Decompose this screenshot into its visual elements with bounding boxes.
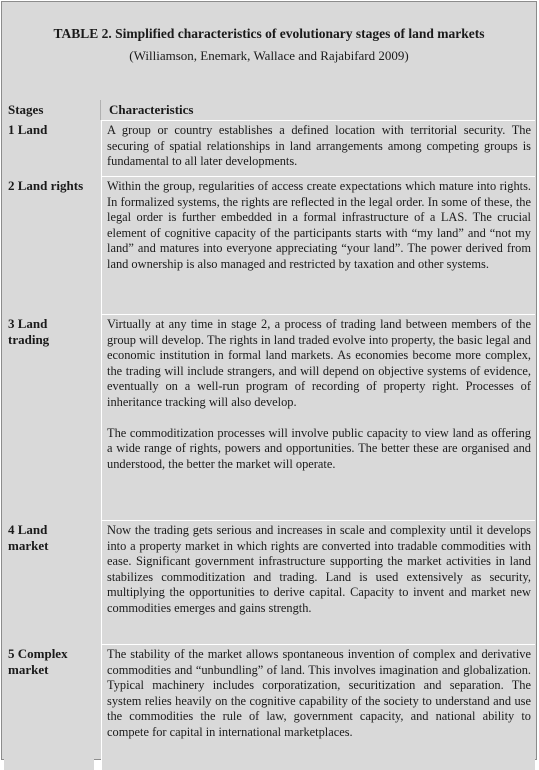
characteristics-cell [101,314,535,520]
table-row [4,120,535,176]
characteristics-cell [101,176,535,314]
document-page [1,1,537,760]
characteristics-text: Within the group, regularities of access create expectations which mature into rights. In formalized systems, the rights are reflected in the legal order. In some of these, the legal order is further embedded in a formal infrastructure of a LAS. The crucial element of cognitive capacity of the participants starts with “my land” and “not my land” and matures into everyone appreciating “your land”. The power derived from land ownership is also managed and restricted by taxation and other systems. [107,179,531,271]
table-row [4,520,535,644]
characteristics-text: Now the trading gets serious and increases in scale and complexity until it develops into a property market in which rights are converted into tradable commodities with ease. Significant government infrastructure supporting the market activities in land stabilizes commoditization and trading. Land is used extensively as security, multiplying the opportunities to derive capital. Capacity to invent and market new commodities emerges and gains strength. [107,523,531,615]
stage-cell: 5 Complex market [4,644,94,770]
characteristics-text: Virtually at any time in stage 2, a process of trading land between members of the group will develop. The rights in land traded evolve into property, the basic legal and economic institution in formal land markets. As economies become more complex, the trading will include strangers, and will depend on objective systems of evidence, eventually on a well-run program of recording of property right. Processes of inheritance tracking will also develop. [107,317,531,409]
table-row [4,314,535,520]
characteristics-cell [101,120,535,176]
table-header-row [4,100,535,120]
stage-cell: 1 Land [4,120,101,176]
header-characteristics: Characteristics [100,100,535,120]
table-row [4,176,535,314]
stage-cell: 3 Land trading [4,314,64,520]
table-subtitle: (Williamson, Enemark, Wallace and Rajabifard 2009) [129,48,409,63]
header-stages: Stages [8,102,44,118]
characteristics-text: The stability of the market allows spontaneous invention of complex and derivative commodities and “unbundling” of land. This involves imagination and globalization. Typical machinery includes corporatization, securitization and separation. The system relies heavily on the cognitive capability of the society to understand and use the commodities the rule of law, government capacity, and national ability to compete for capital in international marketplaces. [107,647,531,739]
table-title: TABLE 2. Simplified characteristics of evolutionary stages of land markets [53,26,485,41]
characteristics-cell [101,520,535,644]
stage-cell: 4 Land market [4,520,64,644]
characteristics-text: The commoditization processes will involve public capacity to view land as offering a wide range of rights, powers and opportunities. The better these are organised and understood, the better the market will operate. [107,425,531,471]
stages-table [4,100,535,770]
characteristics-cell [101,644,535,770]
characteristics-text: A group or country establishes a defined location with territorial security. The securing of spatial relationships in land arrangements among competing groups is fundamental to all later developments. [107,123,531,169]
stage-cell: 2 Land rights [4,176,101,314]
table-row [4,644,535,770]
